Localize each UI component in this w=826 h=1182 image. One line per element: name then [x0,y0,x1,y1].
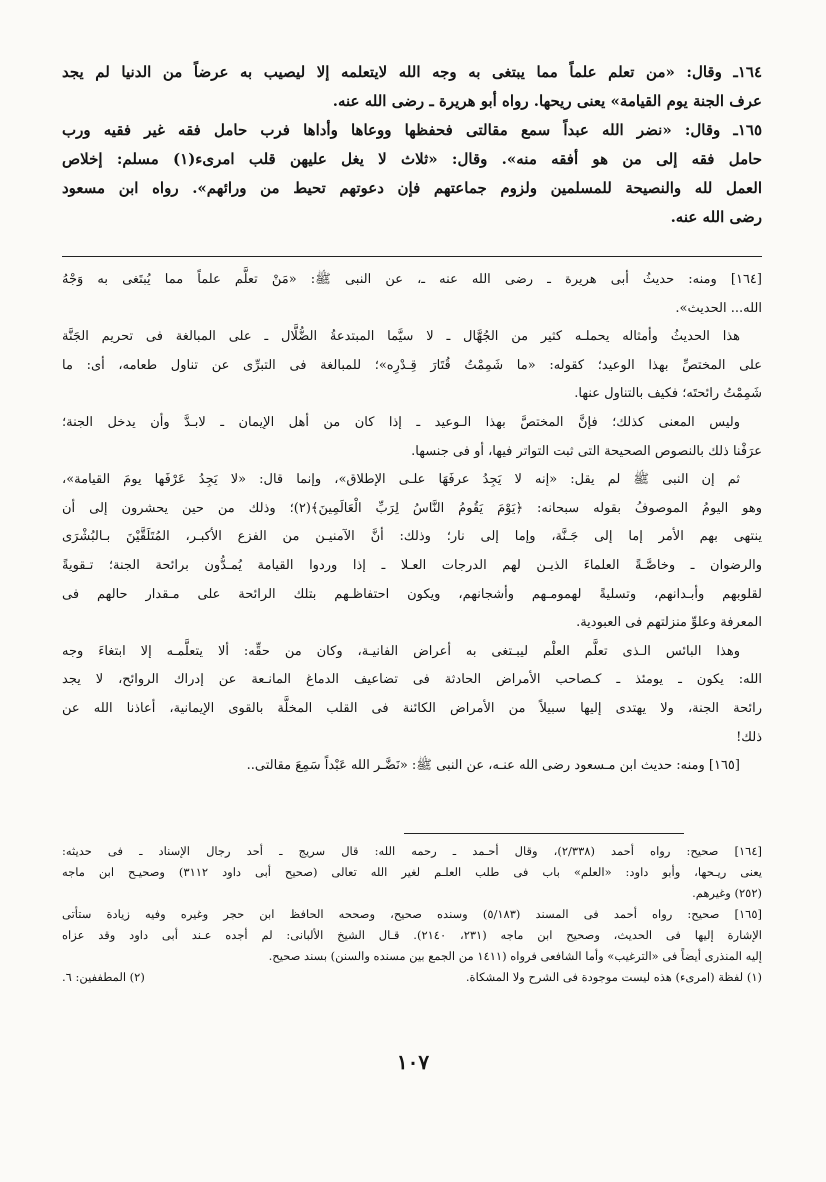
commentary-line: رائحة الجنة، ولا يهتدى إليها سبيلاً من الأمراض الكائنة فى القلب المخلَّة بالقوى الإيمانية، أعاذنا الله عن [62,700,762,716]
footnote-line: [١٦٥] صحيح: رواه أحمد فى المسند (٥/١٨٣) وسنده صحيح، وصححه الحافظ ابن حجر وغيره وفيه زيادة ستأتى [62,907,762,921]
commentary-line: الله: يكون ـ يومئذ ـ كـصاحب الأمراض الحادثة فى تضاعيف الدماغ المانـعة عن إدراك الروائح، لا يجد [62,672,762,688]
hadith-line: عرف الجنة يوم القيامة» يعنى ريحها. رواه أبو هريرة ـ رضى الله عنه. [332,92,762,110]
commentary-line: وهو اليومُ الموصوفُ بقوله سبحانه: ﴿يَوْمَ يَقُومُ النَّاسُ لِرَبِّ الْعَالَمِينَ﴾(٢)؛ وذلك من حين يحشرون إلى أن [62,500,762,516]
footnote-notes-row [62,967,762,988]
footnote-1: (١) لفظة (امرىء) هذه ليست موجودة فى الشرح ولا المشكاة. [465,970,762,984]
hadith-line: رضى الله عنه. [670,208,762,226]
commentary-line: [١٦٤] ومنه: حديثُ أبى هريرة ـ رضى الله عنه ـ، عن النبى ﷺ: «مَنْ تعلَّم علماً مما يُبتَغى به وَجْهُ [62,272,762,287]
commentary-line: وليس المعنى كذلك؛ فإنَّ المختصَّ بهذا الـوعيد ـ إذا كان من أهل الإيمان ـ لابـدَّ وأن يدخل الجنة؛ [62,414,740,430]
commentary-line: ثم إن النبى ﷺ لم يقل: «إنه لا يَجِدُ عرفَهَا علـى الإطلاق»، وإنما قال: «لا يَجِدُ عَرْفَها يومَ القيامة»، [62,472,740,488]
section-divider [62,256,762,257]
commentary-line: والرضوان ـ وخاصَّـةً العلماءَ الذيـن لهم الدرجات العـلا ـ إذا وردوا القيامة يُمـدُّون برائحة الجنة؛ تـقويةً [62,557,762,573]
footnote-line: إليه المنذرى أيضاً فى «الترغيب» وأما الشافعى فرواه (١٤١١ من الجمع بين مسنده والسنن) بسند صحيح. [268,949,762,963]
commentary-line: لقلوبهم وأبـدانهم، وتسليةً لهمومـهم وأشجانهم، ويكون احتفاظـهم بتلك الرائحة على مـقدار حالهم فى [62,586,762,602]
commentary-line: هذا الحديثُ وأمثاله يحملـه كثير من الجُهَّال ـ لا سيَّما المبتدعةُ الضُّلَّال ـ على المبالغة فى تحريم الجَنَّة [62,329,740,345]
footnote-2: (٢) المطففين: ٦. [62,970,145,984]
commentary-line: وهذا البائس الـذى تعلَّم العلْم ليبـتغى به أعراض الفانيـة، وكان من حقِّه: ألا يتعلَّمـه إلا ابتغاءَ وجه [62,643,740,659]
commentary-line: [١٦٥] ومنه: حديث ابن مـسعود رضى الله عنـه، عن النبى ﷺ: «نَضَّـر الله عَبْداً سَمِعَ مقالتى.. [246,758,740,774]
hadith-line: العمل لله والنصيحة للمسلمين ولزوم جماعتهم فإن دعوتهم تحيط من ورائهم». رواه ابن مسعود [62,179,762,197]
commentary-line: شَمِمْتُ رائحتَه؛ فكيف بالتناول عنها. [574,386,762,402]
commentary-line: على المختصِّ بهذا الوعيد؛ كقوله: «ما شَمِمْتُ قُتَارَ قِـدْرِه»؛ للمبالغة فى التبرِّى عن تناول طعامه، أى: ما [62,357,762,373]
hadith-line: ١٦٥ـ وقال: «نضر الله عبداً سمع مقالتى فحفظها ووعاها وأداها فرب حامل فقه غير فقيه ورب [62,121,762,139]
footnote-line: (٢٥٢) وغيرهم. [692,886,762,900]
commentary-line: عرَفْنا ذلك بالنصوص الصحيحة التى ثبت التواتر فيها، أو فى جنسها. [411,443,762,459]
page-number: ١٠٧ [396,1050,430,1074]
footnote-line: الإشارة إليها فى الحديث، وصحيح ابن ماجه (٢٣١، ٢١٤٠). قـال الشيخ الألبانى: لم أجده عـند أبى داود وقد عزاه [62,928,762,942]
hadith-text [62,58,762,232]
footnote-divider [404,833,684,834]
commentary-line: ينتهى بهم الأمر إما إلى جَـنَّة، وإما إلى نار؛ وذلك: أنَّ الآمنيـن من الفزع الأكبـر، المُتَلَقَّيْنَ بـالبُشْرَى [62,529,762,545]
hadith-line: ١٦٤ـ وقال: «من تعلم علماً مما يبتغى به وجه الله لايتعلمه إلا ليصيب به عرضاً من الدنيا لم يجد [62,63,762,81]
commentary-line: ذلك! [736,729,762,745]
footnotes [62,841,762,988]
footnote-line: يعنى ريـحها، وأبو داود: «العلم» باب فى طلب العلـم لغير الله تعالى (صحيح أبى داود ٣١١٢) وصحيـح ابن ماجه [62,865,762,879]
commentary-text [62,266,762,781]
footnote-line: [١٦٤] صحيح: رواه أحمد (٢/٣٣٨)، وقال أحـمد ـ رحمه الله: قال سريج ـ أحد رجال الإسناد ـ فى حديثه: [62,844,762,858]
commentary-line: الله... الحديث». [675,300,762,316]
commentary-line: المعرفة وعلوِّ منزلتهم فى العبودية. [576,615,762,631]
hadith-line: حامل فقه إلى من هو أفقه منه». وقال: «ثلاث لا يغل عليهن قلب امرىء(١) مسلم: إخلاص [62,150,762,168]
